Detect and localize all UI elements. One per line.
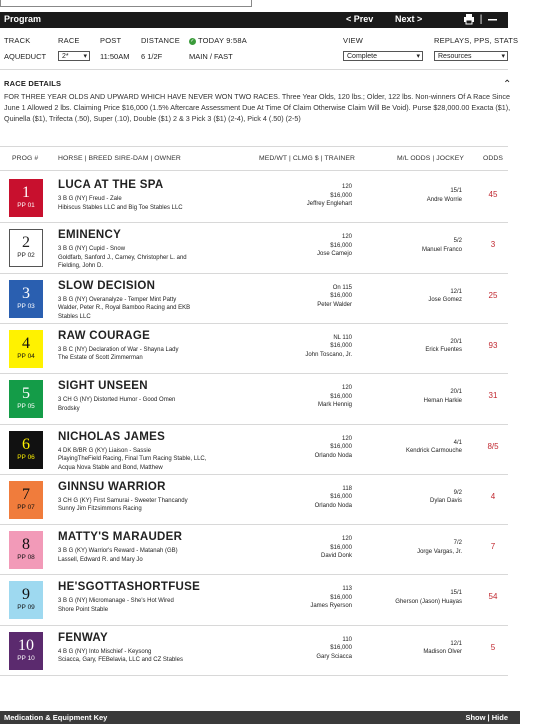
col-odds: ODDS: [483, 155, 504, 162]
ml-jockey: [385, 539, 462, 556]
live-odds: 45: [488, 190, 498, 199]
separator: |: [479, 13, 483, 25]
entry-row[interactable]: [0, 426, 508, 476]
race-details-text: FOR THREE YEAR OLDS AND UPWARD WHICH HAVE NEVER WON TWO RACES. Three Year Olds, 120 lbs.; Older, 122 lbs. Non-winners Of A Race Since June 1 Allowed 2 lbs. Claiming Price $16,000 (1.5% Aftercare Assessment Due At Time Of Claim Otherwise Claim Will Be Void). Purse $28,000.00 Exacta ($1), Quinella ($1), Trifecta (.50), Super (.10), Double ($1) 2 & 3 Pick 3 ($1) (2-4), Pick 4 (.50) (2-5): [4, 92, 511, 123]
program-number: 6: [22, 435, 30, 453]
morning-line-odds: 15/1: [450, 590, 462, 597]
view-select[interactable]: [343, 51, 423, 61]
post-label: POST: [100, 36, 122, 45]
jockey-name: Erick Fuentes: [425, 347, 462, 354]
entry-row[interactable]: [0, 224, 508, 274]
next-button[interactable]: Next >: [395, 14, 423, 24]
chevron-up-icon[interactable]: ⌃: [503, 79, 512, 90]
claiming-price: $16,000: [330, 343, 352, 350]
morning-line-odds: 20/1: [450, 389, 462, 396]
track-label: TRACK: [4, 36, 31, 45]
program-number-badge: [9, 380, 43, 418]
entry-row[interactable]: [0, 526, 508, 576]
program-number-badge: [9, 531, 43, 569]
live-odds: 3: [490, 240, 496, 250]
claiming-price: $16,000: [330, 242, 352, 249]
med-weight-trainer: [260, 334, 352, 360]
horse-details: 3 CH G (KY) First Samurai - Sweeter Thancandy Sunny Jim Fitzsimmons Racing: [58, 497, 188, 513]
trainer-name: Gary Sciacca: [316, 653, 352, 660]
post-position: PP 04: [17, 352, 35, 360]
live-odds: 5: [490, 642, 496, 652]
chevron-down-icon: ▾: [501, 53, 505, 60]
distance-label: DISTANCE: [141, 36, 180, 45]
post-position: PP 10: [17, 654, 35, 662]
med-weight-trainer: [260, 284, 352, 310]
horse-name[interactable]: FENWAY: [58, 631, 108, 644]
program-number-badge: [9, 632, 43, 670]
col-horse: HORSE | BREED SIRE-DAM | OWNER: [58, 155, 181, 162]
morning-line-odds: 20/1: [450, 338, 462, 345]
med-weight: 120: [341, 385, 352, 392]
live-odds: 7: [490, 542, 496, 552]
live-odds: 93: [488, 340, 498, 350]
live-odds: 8/5: [487, 441, 499, 451]
horse-name[interactable]: LUCA AT THE SPA: [58, 179, 164, 191]
horse-details: 4 DK B/BR G (KY) Liaison - Sassie PlayingTheField Racing, Final Turn Racing Stable, LLC, Acqua Nova Stable and Bond, Matthew: [58, 447, 207, 471]
med-weight-trainer: [260, 636, 352, 662]
jockey-name: Gherson (Jason) Huayas: [395, 598, 462, 605]
live-odds: 4: [490, 491, 496, 501]
top-strip-box: [0, 0, 252, 7]
program-header: [0, 12, 508, 28]
show-hide-toggle[interactable]: Show | Hide: [465, 713, 508, 722]
print-icon[interactable]: [463, 13, 475, 25]
divider: [0, 424, 508, 425]
horse-details: 3 B C (NY) Declaration of War - Shayna Lady The Estate of Scott Zimmerman: [58, 346, 179, 362]
trainer-name: Mark Hennig: [317, 402, 352, 409]
trainer-name: John Toscano, Jr.: [305, 351, 352, 358]
morning-line-odds: 15/1: [450, 188, 462, 194]
post-position: PP 02: [17, 252, 35, 260]
race-select[interactable]: [58, 51, 90, 61]
post-value: 11:50AM: [100, 52, 130, 61]
divider: [0, 373, 508, 374]
medication-key-label: Medication & Equipment Key: [4, 713, 108, 722]
entry-row[interactable]: [0, 576, 508, 626]
claiming-price: $16,000: [330, 645, 352, 652]
program-number: 1: [22, 184, 30, 201]
med-weight: 120: [341, 536, 352, 543]
horse-name[interactable]: SIGHT UNSEEN: [58, 380, 148, 393]
horse-name[interactable]: EMINENCY: [58, 229, 122, 242]
trainer-name: Jose Camejo: [316, 251, 352, 258]
check-icon: ✓: [190, 37, 195, 44]
header-icons: [463, 13, 498, 25]
horse-name[interactable]: HE'SGOTTASHORTFUSE: [58, 581, 201, 594]
jockey-name: Manuel Franco: [421, 246, 462, 253]
horse-name[interactable]: SLOW DECISION: [58, 279, 156, 292]
med-weight: 118: [342, 485, 352, 492]
divider: [0, 675, 508, 676]
trainer-name: Orlando Noda: [314, 452, 352, 459]
horse-details: 3 B G (NY) Micromanage - She's Hot Wired Shore Point Stable: [58, 598, 174, 613]
program-number-badge: [9, 179, 43, 217]
post-position: PP 06: [17, 453, 35, 461]
morning-line-odds: 7/2: [453, 540, 462, 547]
trainer-name: David Donk: [320, 553, 352, 560]
horse-details: 4 B G (NY) Into Mischief - Keysong Sciacca, Gary, FEBelavia, LLC and CZ Stables: [58, 648, 183, 664]
morning-line-odds: 12/1: [450, 288, 462, 295]
ml-jockey: [385, 388, 462, 405]
entry-row[interactable]: [0, 627, 508, 677]
med-weight: 120: [341, 184, 352, 190]
ml-jockey: [385, 237, 462, 254]
col-prog: PROG #: [12, 155, 39, 162]
morning-line-odds: 9/2: [453, 489, 462, 496]
entry-row[interactable]: [0, 325, 508, 375]
horse-name[interactable]: NICHOLAS JAMES: [58, 430, 166, 443]
claiming-price: $16,000: [330, 544, 352, 551]
jockey-name: Madison Olver: [423, 649, 462, 656]
post-position: PP 08: [17, 554, 35, 562]
program-number-badge: [9, 280, 43, 318]
program-number-badge: [9, 581, 43, 619]
post-position: PP 01: [17, 202, 35, 209]
post-position: PP 03: [17, 302, 35, 310]
medication-key-bar: [0, 711, 520, 724]
horse-name[interactable]: GINNSU WARRIOR: [58, 480, 166, 493]
med-weight-trainer: [260, 183, 352, 209]
divider: [0, 69, 508, 70]
resources-select-value: Resources: [438, 53, 472, 60]
med-weight: 120: [341, 435, 352, 442]
post-position: PP 05: [17, 403, 35, 411]
claiming-price: $16,000: [330, 594, 352, 601]
claiming-price: $16,000: [330, 444, 352, 450]
med-weight-trainer: [260, 384, 352, 410]
program-number: 10: [18, 636, 34, 654]
prev-button[interactable]: < Prev: [346, 14, 374, 24]
horse-details: 3 CH G (NY) Distorted Humor - Good Omen Brodsky: [58, 397, 176, 412]
resources-select[interactable]: [434, 51, 508, 61]
horse-name[interactable]: MATTY'S MARAUDER: [58, 531, 183, 544]
ml-jockey: [385, 288, 462, 305]
divider: [0, 474, 508, 475]
med-weight-trainer: [260, 435, 352, 461]
trainer-name: Jeffrey Englehart: [306, 201, 352, 207]
race-label: RACE: [58, 36, 80, 45]
race-info-bar: [0, 28, 520, 66]
col-med: MED/WT | CLMG $ | TRAINER: [259, 155, 356, 162]
jockey-name: Andre Worrie: [426, 196, 462, 203]
view-label: VIEW: [343, 36, 363, 45]
jockey-name: Kendrick Carmouche: [405, 448, 462, 454]
track-value: AQUEDUCT: [4, 52, 47, 61]
live-odds: 25: [488, 290, 498, 300]
med-weight-trainer: [260, 233, 352, 259]
morning-line-odds: 12/1: [450, 640, 462, 647]
chevron-down-icon: ▾: [83, 53, 87, 60]
horse-details: 3 B G (NY) Freud - Zale Hibiscus Stables LLC and Big Toe Stables LLC: [58, 196, 183, 211]
surface-value: MAIN / FAST: [189, 52, 233, 61]
ml-jockey: [385, 187, 462, 204]
ml-jockey: [385, 338, 462, 355]
horse-details: 3 B G (NY) Cupid - Snow Goldfarb, Sanford J., Carney, Christopher L. and Fielding, John D.: [58, 246, 187, 270]
med-weight-trainer: [260, 485, 352, 511]
program-number: 4: [22, 334, 30, 352]
trainer-name: Orlando Noda: [314, 502, 352, 509]
program-number: 3: [22, 284, 30, 302]
replays-label: REPLAYS, PPS, STATS: [434, 36, 519, 45]
program-number-badge: [9, 330, 43, 368]
med-weight: On 115: [332, 284, 352, 291]
program-number: 8: [22, 536, 30, 554]
horse-details: 3 B G (NY) Overanalyze - Temper Mint Patty Walder, Peter R., Royal Bamboo Racing and EKB Stables LLC: [58, 296, 191, 320]
med-weight-trainer: [260, 535, 352, 561]
entry-row[interactable]: [0, 375, 508, 425]
jockey-name: Dylan Davis: [429, 498, 462, 505]
post-position: PP 07: [17, 503, 35, 511]
divider: [0, 625, 508, 626]
ml-jockey: [385, 589, 462, 606]
claiming-price: $16,000: [330, 393, 352, 400]
claiming-price: $16,000: [330, 494, 352, 501]
chevron-down-icon: ▾: [416, 53, 420, 60]
program-title: Program: [4, 14, 42, 24]
horse-details: 3 B G (KY) Warrior's Reward - Matanah (GB) Lassell, Edward R. and Mary Jo: [58, 548, 178, 563]
program-number-badge: [9, 431, 43, 469]
ml-jockey: [385, 489, 462, 506]
menu-icon[interactable]: [487, 13, 498, 25]
distance-value: 6 1/2F: [141, 52, 163, 61]
divider: [0, 146, 508, 147]
divider: [0, 273, 508, 274]
live-odds: 54: [488, 592, 498, 602]
morning-line-odds: 4/1: [453, 439, 462, 446]
program-number-badge: [9, 229, 43, 267]
entry-row[interactable]: [0, 476, 508, 526]
today-status: [189, 36, 247, 45]
med-weight: 110: [342, 636, 352, 643]
divider: [0, 574, 508, 575]
med-weight-trainer: [260, 585, 352, 611]
program-number: 2: [22, 234, 30, 252]
ml-jockey: [385, 640, 462, 657]
claiming-price: $16,000: [330, 293, 352, 300]
horse-name[interactable]: RAW COURAGE: [58, 329, 151, 342]
jockey-name: Heman Harkie: [423, 397, 462, 404]
entry-row[interactable]: [0, 174, 508, 224]
med-weight: 120: [341, 234, 352, 241]
post-position: PP 09: [17, 604, 35, 612]
ml-jockey: [385, 439, 462, 456]
entry-row[interactable]: [0, 275, 508, 325]
program-number: 5: [22, 385, 30, 403]
race-details-heading: RACE DETAILS: [4, 79, 62, 88]
med-weight: NL 110: [333, 334, 352, 341]
race-select-value: 2*: [62, 53, 69, 60]
today-label: TODAY 9:58A: [198, 36, 247, 45]
top-strip: [0, 0, 536, 10]
morning-line-odds: 5/2: [453, 238, 462, 245]
live-odds: 31: [488, 391, 498, 401]
divider: [0, 524, 508, 525]
program-number: 9: [22, 586, 30, 604]
trainer-name: James Ryerson: [310, 603, 352, 610]
col-ml: M/L ODDS | JOCKEY: [397, 155, 465, 162]
divider: [0, 170, 508, 171]
jockey-name: Jose Gomez: [428, 297, 462, 304]
view-select-value: Complete: [347, 53, 377, 60]
divider: [0, 323, 508, 324]
med-weight: 113: [342, 586, 352, 593]
divider: [0, 222, 508, 223]
jockey-name: Jorge Vargas, Jr.: [417, 548, 462, 555]
program-number-badge: [9, 481, 43, 519]
trainer-name: Peter Walder: [317, 301, 352, 308]
claiming-price: $16,000: [330, 192, 352, 199]
program-number: 7: [22, 485, 30, 503]
